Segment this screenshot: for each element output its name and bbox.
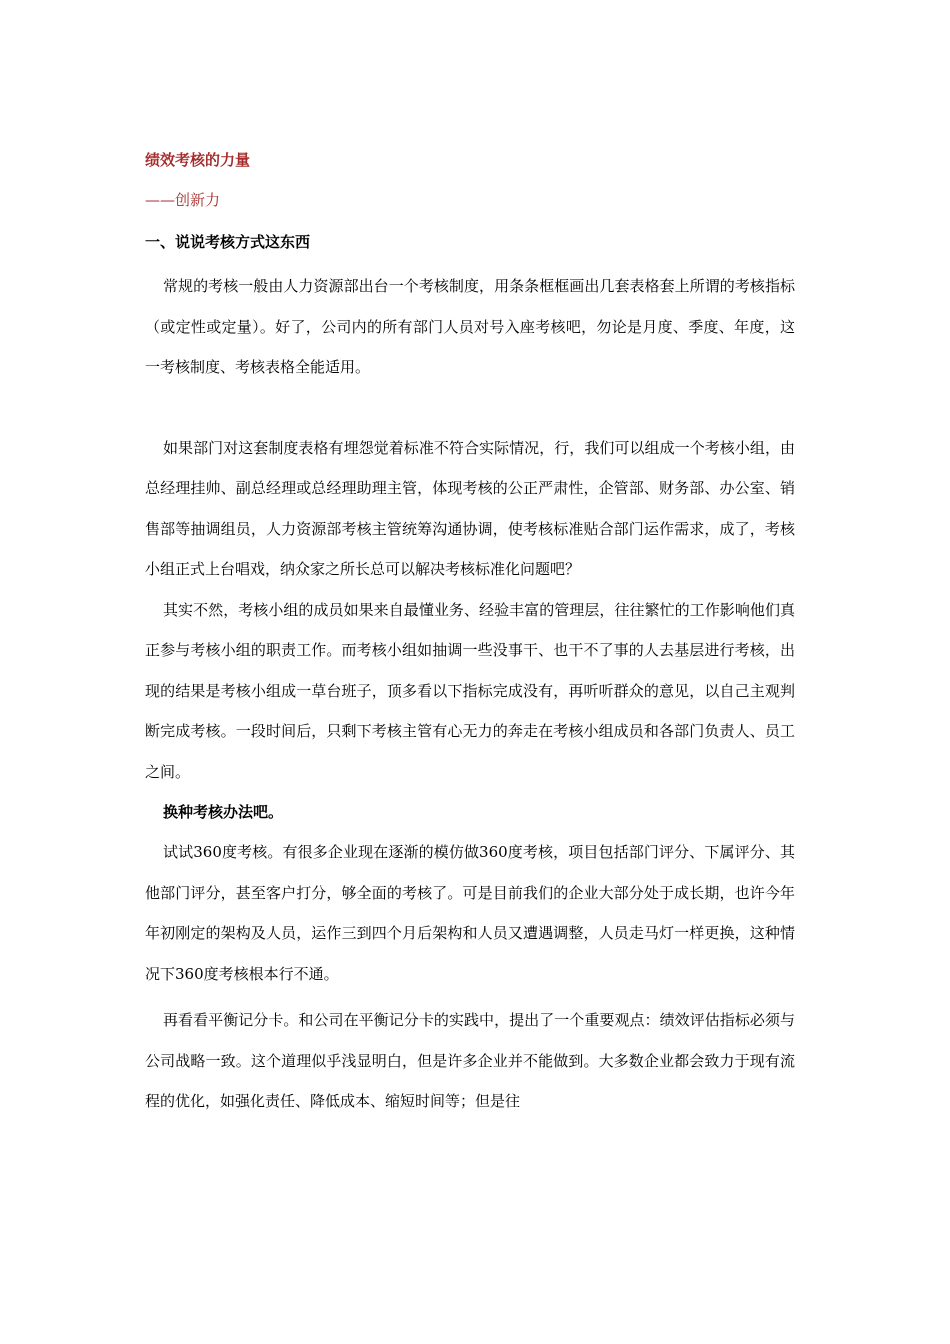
document-subtitle: ——创新力: [145, 191, 221, 209]
bold-statement: 换种考核办法吧。: [163, 803, 284, 821]
paragraph-4: 试试360度考核。有很多企业现在逐渐的模仿做360度考核，项目包括部门评分、下属评分、其他部门评分，甚至客户打分，够全面的考核了。可是目前我们的企业大部分处于成长期，也许今年年初刚定的架构及人员，运作三到四个月后架构和人员又遭遇调整，人员走马灯一样更换，这种情况下360度考核根本行不通。: [145, 843, 795, 983]
document-title: 绩效考核的力量: [145, 151, 251, 169]
section-heading: 一、说说考核方式这东西: [145, 233, 311, 251]
paragraph-2: 如果部门对这套制度表格有埋怨觉着标准不符合实际情况，行，我们可以组成一个考核小组，由总经理挂帅、副总经理或总经理助理主管，体现考核的公正严肃性，企管部、财务部、办公室、销售部等抽调组员，人力资源部考核主管统筹沟通协调，使考核标准贴合部门运作需求，成了，考核小组正式上台唱戏，纳众家之所长总可以解决考核标准化问题吧？: [145, 438, 795, 578]
paragraph-1: 常规的考核一般由人力资源部出台一个考核制度，用条条框框画出几套表格套上所谓的考核指标（或定性或定量）。好了，公司内的所有部门人员对号入座考核吧，勿论是月度、季度、年度，这一考核制度、考核表格全能适用。: [145, 277, 795, 376]
document-page: [145, 150, 795, 1122]
paragraph-5: 再看看平衡记分卡。和公司在平衡记分卡的实践中，提出了一个重要观点：绩效评估指标必须与公司战略一致。这个道理似乎浅显明白，但是许多企业并不能做到。大多数企业都会致力于现有流程的优化，如强化责任、降低成本、缩短时间等；但是往: [145, 1011, 795, 1110]
paragraph-3: 其实不然，考核小组的成员如果来自最懂业务、经验丰富的管理层，往往繁忙的工作影响他们真正参与考核小组的职责工作。而考核小组如抽调一些没事干、也干不了事的人去基层进行考核，出现的结果是考核小组成一草台班子，顶多看以下指标完成没有，再听听群众的意见，以自己主观判断完成考核。一段时间后，只剩下考核主管有心无力的奔走在考核小组成员和各部门负责人、员工之间。: [145, 600, 795, 781]
